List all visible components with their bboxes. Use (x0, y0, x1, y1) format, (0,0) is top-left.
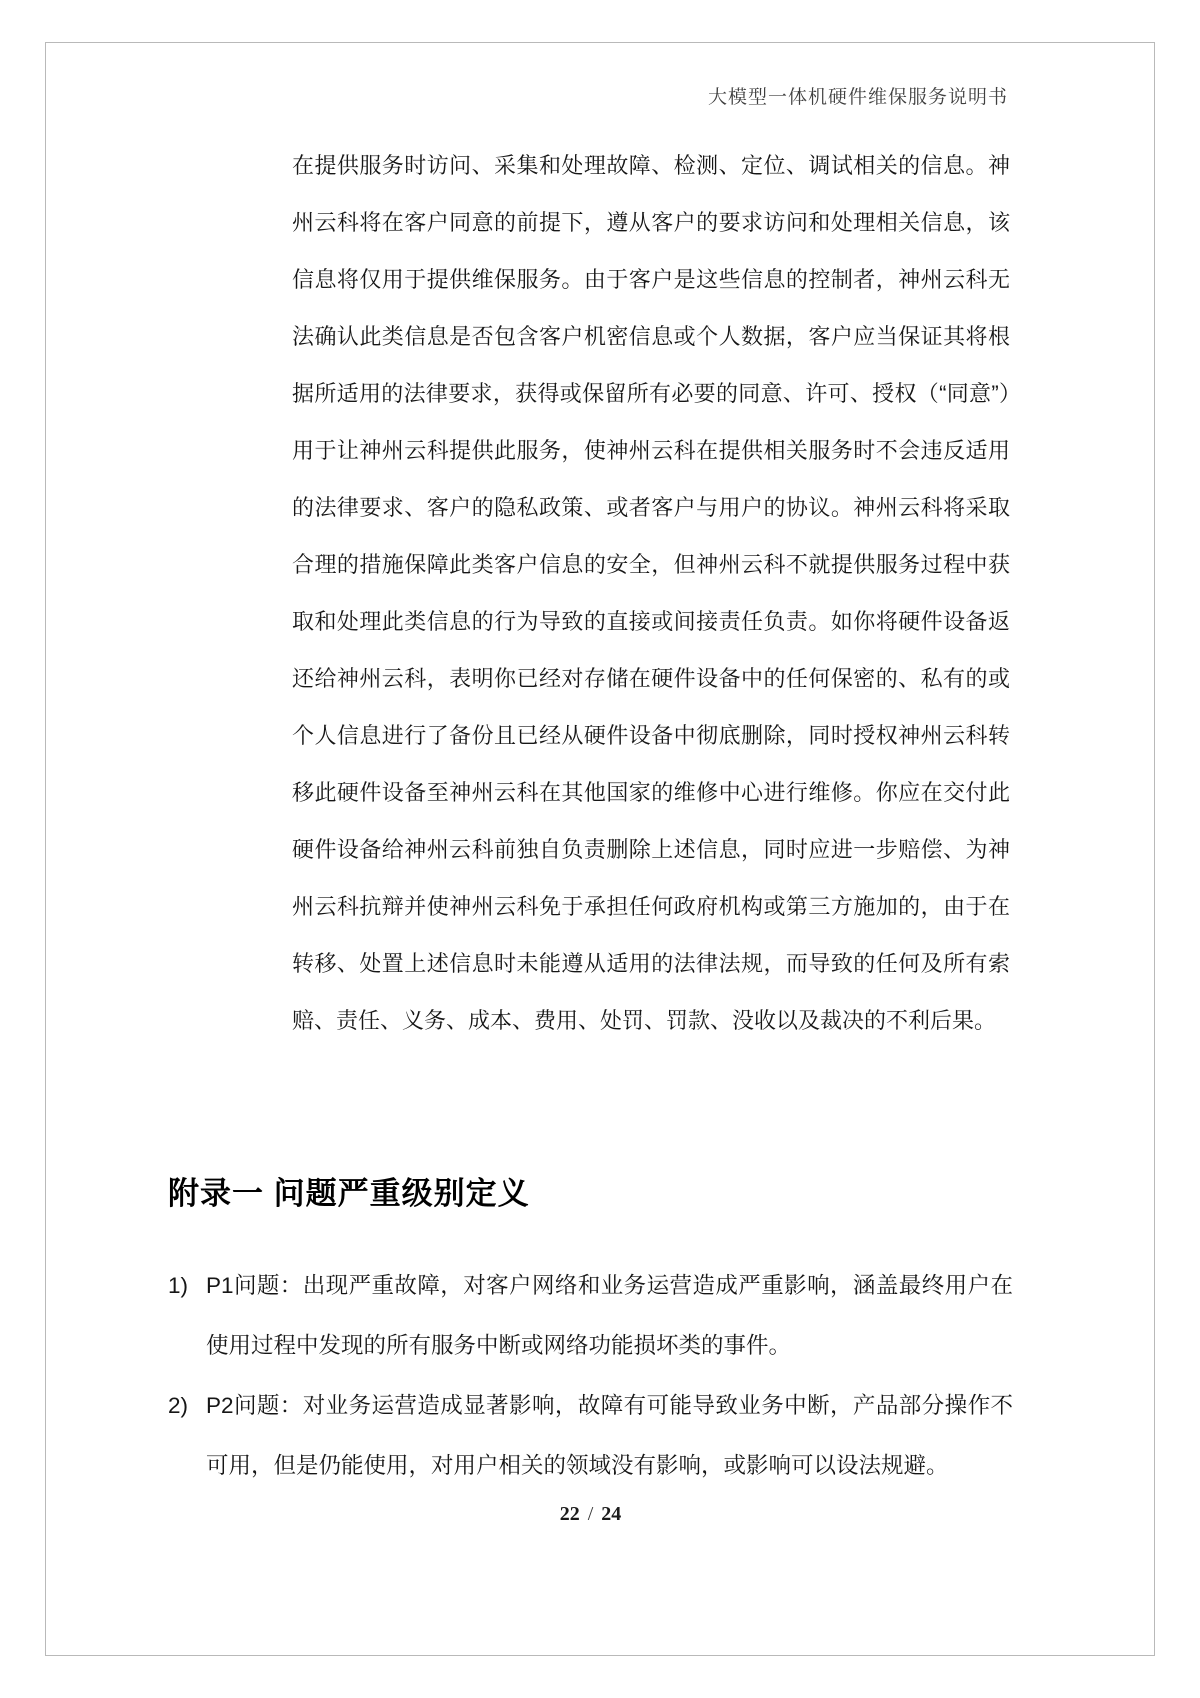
list-item-p1 (168, 1256, 1013, 1376)
body-paragraph: 在提供服务时访问、采集和处理故障、检测、定位、调试相关的信息。神州云科将在客户同意的前提下，遵从客户的要求访问和处理相关信息，该信息将仅用于提供维保服务。由于客户是这些信息的控制者，神州云科无法确认此类信息是否包含客户机密信息或个人数据，客户应当保证其将根据所适用的法律要求，获得或保留所有必要的同意、许可、授权（“同意”）用于让神州云科提供此服务，使神州云科在提供相关服务时不会违反适用的法律要求、客户的隐私政策、或者客户与用户的协议。神州云科将采取合理的措施保障此类客户信息的安全，但神州云科不就提供服务过程中获取和处理此类信息的行为导致的直接或间接责任负责。如你将硬件设备返还给神州云科，表明你已经对存储在硬件设备中的任何保密的、私有的或个人信息进行了备份且已经从硬件设备中彻底删除，同时授权神州云科转移此硬件设备至神州云科在其他国家的维修中心进行维修。你应在交付此硬件设备给神州云科前独自负责删除上述信息，同时应进一步赔偿、为神州云科抗辩并使神州云科免于承担任何政府机构或第三方施加的，由于在转移、处置上述信息时未能遵从适用的法律法规，而导致的任何及所有索赔、责任、义务、成本、费用、处罚、罚款、没收以及裁决的不利后果。 (292, 153, 1010, 1033)
appendix-heading: 附录一 问题严重级别定义 (168, 1176, 530, 1211)
total-page-number: 24 (601, 1503, 622, 1525)
document-header-title: 大模型一体机硬件维保服务说明书 (707, 87, 1008, 108)
page-footer (168, 1503, 1013, 1526)
list-item-number: 1) (168, 1273, 189, 1298)
list-item-text: P2问题：对业务运营造成显著影响，故障有可能导致业务中断，产品部分操作不可用，但是仍能使用，对用户相关的领域没有影响，或影响可以设法规避。 (206, 1393, 1013, 1478)
list-item-text: P1问题：出现严重故障，对客户网络和业务运营造成严重影响，涵盖最终用户在使用过程中发现的所有服务中断或网络功能损坏类的事件。 (206, 1273, 1013, 1358)
page-number-separator: / (587, 1503, 594, 1525)
current-page-number: 22 (559, 1503, 580, 1525)
list-item-number: 2) (168, 1393, 189, 1418)
list-item-p2 (168, 1376, 1013, 1496)
severity-definition-list (168, 1256, 1013, 1496)
